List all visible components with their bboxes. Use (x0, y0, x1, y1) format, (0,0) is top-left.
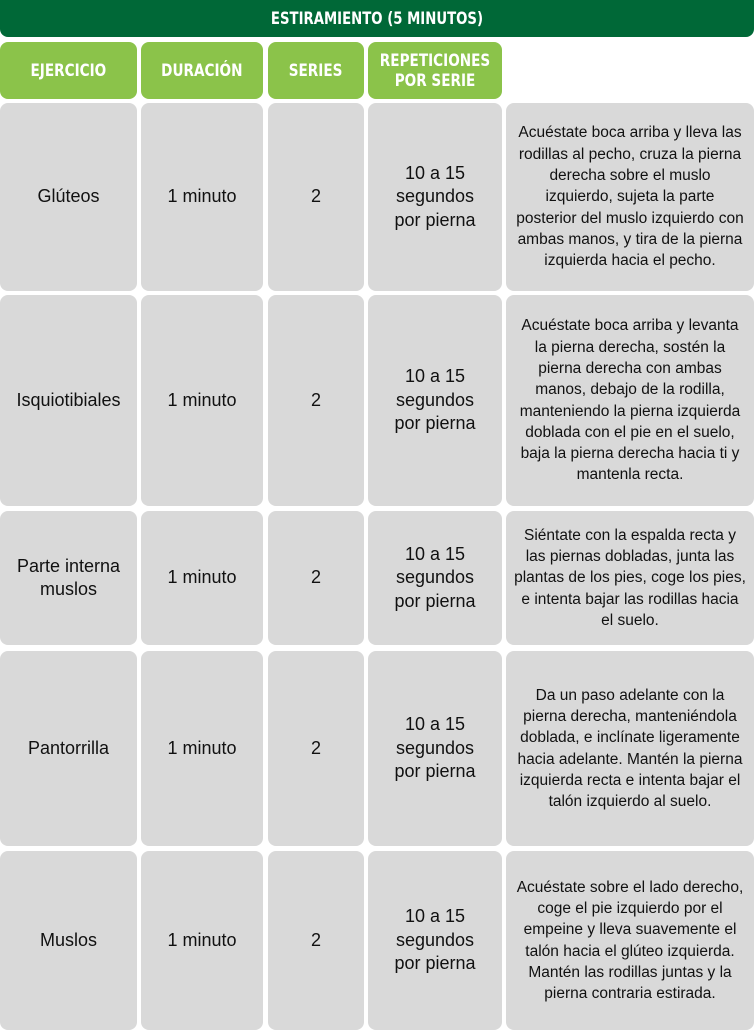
cell-description: Siéntate con la espalda recta y las piernas dobladas, junta las plantas de los pies, coge los pies, e intenta bajar las rodillas hacia el suelo. (506, 511, 754, 645)
cell-reps: 10 a 15 segundos por pierna (368, 295, 502, 506)
header-series (268, 42, 364, 99)
header-label: REPETICIONES POR SERIE (379, 50, 491, 91)
cell-series: 2 (268, 851, 364, 1030)
cell-description: Da un paso adelante con la pierna derecha, manteniéndola doblada, e inclínate ligeramente hacia adelante. Mantén la pierna izquierda recta e intenta bajar el talón izquierdo al suelo. (506, 651, 754, 846)
cell-duration: 1 minuto (141, 511, 263, 645)
table-title (0, 0, 754, 37)
table-title-text: ESTIRAMIENTO (5 MINUTOS) (270, 8, 484, 29)
cell-description: Acuéstate sobre el lado derecho, coge el pie izquierdo por el empeine y lleva suavemente el talón hacia el glúteo izquierda. Mantén las rodillas juntas y la pierna contraria estirada. (506, 851, 754, 1030)
header-label: DURACIÓN (161, 60, 243, 81)
cell-description: Acuéstate boca arriba y levanta la pierna derecha, sostén la pierna derecha con ambas manos, debajo de la rodilla, manteniendo la pierna izquierda doblada con el pie en el suelo, baja la pierna derecha hacia ti y mantenla recta. (506, 295, 754, 506)
cell-description: Acuéstate boca arriba y lleva las rodillas al pecho, cruza la pierna derecha sobre el muslo izquierdo, sujeta la parte posterior del muslo izquierdo con ambas manos, y tira de la pierna izquierda hacia el pecho. (506, 103, 754, 291)
header-label: EJERCICIO (30, 60, 107, 81)
cell-reps: 10 a 15 segundos por pierna (368, 511, 502, 645)
header-repeticiones (368, 42, 502, 99)
header-ejercicio (0, 42, 137, 99)
cell-duration: 1 minuto (141, 651, 263, 846)
cell-exercise: Pantorrilla (0, 651, 137, 846)
cell-duration: 1 minuto (141, 295, 263, 506)
cell-exercise: Isquiotibiales (0, 295, 137, 506)
cell-duration: 1 minuto (141, 851, 263, 1030)
cell-series: 2 (268, 651, 364, 846)
cell-series: 2 (268, 103, 364, 291)
cell-duration: 1 minuto (141, 103, 263, 291)
cell-exercise: Glúteos (0, 103, 137, 291)
cell-reps: 10 a 15 segundos por pierna (368, 651, 502, 846)
cell-series: 2 (268, 295, 364, 506)
header-duracion (141, 42, 263, 99)
cell-reps: 10 a 15 segundos por pierna (368, 851, 502, 1030)
cell-exercise: Muslos (0, 851, 137, 1030)
cell-series: 2 (268, 511, 364, 645)
header-label: SERIES (289, 60, 343, 81)
cell-reps: 10 a 15 segundos por pierna (368, 103, 502, 291)
cell-exercise: Parte interna muslos (0, 511, 137, 645)
